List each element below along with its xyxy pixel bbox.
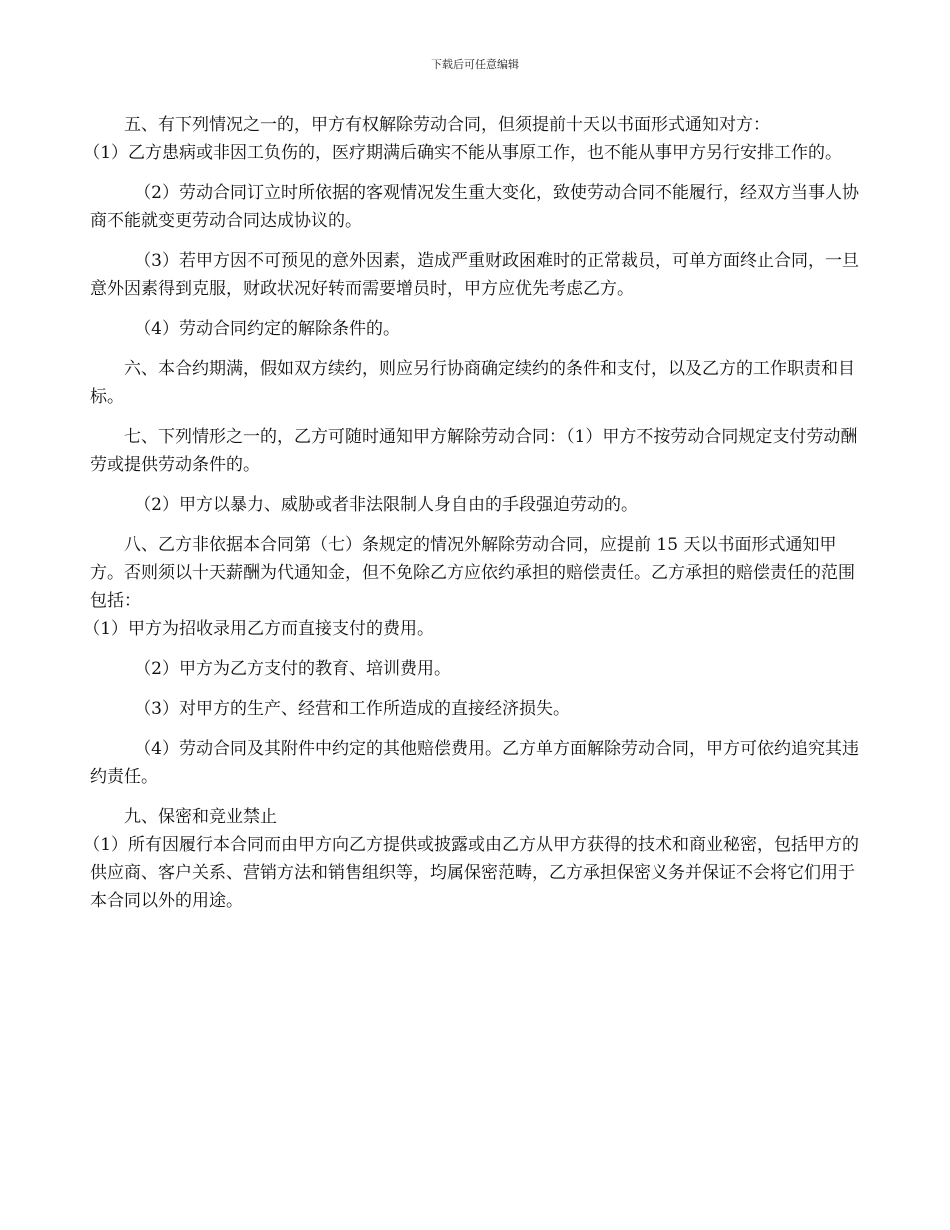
clause-9-heading: 九、保密和竞业禁止 [124, 807, 277, 827]
clause-8-item-1: （1）甲方为招收录用乙方而直接支付的费用。 [83, 619, 435, 639]
clause-6: 六、本合约期满，假如双方续约，则应另行协商确定续约的条件和支付，以及乙方的工作职责和目标。 [90, 359, 855, 407]
clause-8: 八、乙方非依据本合同第（七）条规定的情况外解除劳动合同，应提前 15 天以书面形式通知甲方。否则须以十天薪酬为代通知金，但不免除乙方应依约承担的赔偿责任。乙方承担的赔偿责任的范围包括： [90, 535, 855, 611]
document-body [83, 111, 870, 927]
clause-5-item-4: （4）劳动合同约定的解除条件的。 [134, 319, 401, 339]
clause-8-item-4: （4）劳动合同及其附件中约定的其他赔偿费用。乙方单方面解除劳动合同，甲方可依约追究其违约责任。 [90, 739, 860, 787]
clause-5-item-1: （1）乙方患病或非因工负伤的，医疗期满后确实不能从事原工作，也不能从事甲方另行安排工作的。 [83, 143, 843, 163]
clause-5: 五、有下列情况之一的，甲方有权解除劳动合同，但须提前十天以书面形式通知对方： [124, 115, 770, 135]
clause-7-item-2: （2）甲方以暴力、威胁或者非法限制人身自由的手段强迫劳动的。 [134, 495, 639, 515]
clause-8-item-2: （2）甲方为乙方支付的教育、培训费用。 [134, 659, 452, 679]
page-header: 下载后可任意编辑 [431, 58, 519, 71]
clause-5-item-3: （3）若甲方因不可预见的意外因素，造成严重财政困难时的正常裁员，可单方面终止合同，一旦意外因素得到克服，财政状况好转而需要增员时，甲方应优先考虑乙方。 [90, 251, 860, 299]
clause-5-item-2: （2）劳动合同订立时所依据的客观情况发生重大变化，致使劳动合同不能履行，经双方当事人协商不能就变更劳动合同达成协议的。 [90, 183, 860, 231]
clause-7: 七、下列情形之一的，乙方可随时通知甲方解除劳动合同：（1）甲方不按劳动合同规定支付劳动酬劳或提供劳动条件的。 [90, 427, 858, 475]
clause-9-item-1: （1）所有因履行本合同而由甲方向乙方提供或披露或由乙方从甲方获得的技术和商业秘密，包括甲方的供应商、客户关系、营销方法和销售组织等，均属保密范畴，乙方承担保密义务并保证不会将它们用于本合同以外的用途。 [83, 835, 860, 911]
clause-8-item-3: （3）对甲方的生产、经营和工作所造成的直接经济损失。 [134, 699, 571, 719]
